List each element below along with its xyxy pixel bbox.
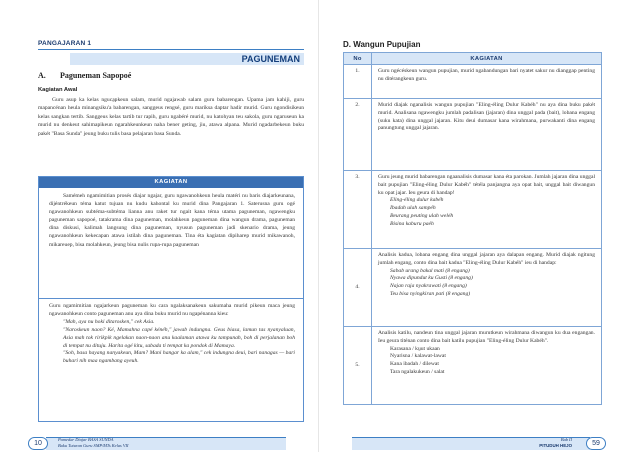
section-title: Paguneman Sapopoé [60, 71, 132, 80]
row-number: 5. [344, 327, 372, 405]
activity-header-label: KAGIATAN [154, 179, 188, 185]
row-number: 1. [344, 65, 372, 99]
row-paragraph: Guru ngécéskeun wangun pupujian, murid ngabandungan bari nyatet sakur nu dianggap penting nu ditérangkeun guru. [378, 68, 595, 82]
poem-line: Sabab urang bakal mati (8 engang) [390, 267, 470, 274]
table-header-no: No [344, 53, 372, 65]
poem-line: Nyawa dipundut ku Gusti (8 engang) [390, 275, 473, 282]
section-d-heading: D. Wangun Pupujian [343, 40, 421, 49]
row-text [372, 327, 602, 405]
poem-line: Bisina kaburu paéh [390, 220, 434, 227]
table-row [344, 99, 602, 171]
poem-line: Beurang peuting ulah weléh [390, 212, 454, 219]
poem-line: Nyarisna / kalawat-lawat [390, 353, 446, 360]
page-number-right: 59 [586, 437, 606, 450]
subheading-kagiatan-awal: Kagiatan Awal [38, 87, 78, 93]
book-spine [318, 0, 319, 452]
row-paragraph: Analisis katilu, nandeun tina unggal jajaran murutkeun wirahmana diwangun ku dua engangan. Ieu geura titénan conto dina bait katilu pupujian "Eling-éling Dulur Kabéh". [378, 330, 595, 344]
kegiatan-table [343, 52, 602, 405]
activity-paragraph-2-block [49, 303, 295, 366]
activity-box [38, 176, 304, 422]
footer-chapter-label: Bab II [560, 437, 572, 442]
chapter-title: PAGUNEMAN [241, 54, 300, 64]
dialogue-line: "Mah, aya nu hoki ditarosken," cek Asia. [63, 318, 155, 325]
row-paragraph: Murid diajak nganalisis wangun pupujian "Eling-éling Dulur Kabéh" nu aya dina buku pakét murid. Analisana ngawengku jumlah padalisan (jajaran) dina unggal pada (bait), lobana engang (suku kata) dina unggal jajaran. Kitu deui dumasar kana wirahmana, purwakanti dina engang panungtung unggal jajaran. [378, 102, 595, 132]
footer-book-subtitle: Buku Tuturan Guru SMP/MTs Kelas VII [58, 443, 129, 448]
poem-line: Najan raja nyakrawati (8 engang) [390, 283, 467, 290]
section-heading [38, 71, 131, 80]
poem-line: Tara ngalakukeun / salat [390, 368, 445, 375]
poem-line: Teu bisa nyingkiran pati (8 engang) [390, 290, 471, 297]
row-text [372, 99, 602, 171]
table-row [344, 65, 602, 99]
row-number: 2. [344, 99, 372, 171]
row-text [372, 65, 602, 99]
section-letter: A. [38, 71, 46, 80]
poem-line: Eling-éling dulur kabéh [390, 197, 444, 204]
table-header-kegiatan: KAGIATAN [372, 53, 602, 65]
poem-line: Kana ibadah / dilewat [390, 361, 439, 368]
page-number-left: 10 [28, 437, 48, 450]
table-header-row [344, 53, 602, 65]
row-paragraph: Analisis kadua, lobana engang dina unggal jajaran aya dalapan engang. Murid diajak ngitung jumlah engang, conto dina bait kadua "Eling-éling Dulur Kabéh" ieu di handap: [378, 252, 595, 266]
table-row [344, 327, 602, 405]
activity-divider [39, 298, 303, 299]
table-row [344, 249, 602, 327]
title-rule [38, 49, 304, 50]
row-number: 4. [344, 249, 372, 327]
lesson-label: PANGAJARAN 1 [38, 40, 92, 47]
activity-header [39, 177, 303, 188]
footer-book-title: Pamedar Diajar BASA SUNDA [58, 437, 114, 442]
dialogue-line: "Soh, basa hayang nanyakeun, Mam? Mani hangar ka alam," cek indungna deui, bari nanagas — bari buhari nih maa ngambang ayeuh. [63, 350, 295, 365]
activity-paragraph-2: Guru ngamimitian ngajarkeun paguneman ku cara ngalaksanakeun sakumaha murid pikeun maca jeung ngawanohkeun conto paguneman anu aya dina buku murid nu ngapénanna kieu: [49, 303, 295, 317]
table-row [344, 171, 602, 249]
activity-paragraph-1: Samémeh ngamimitian prosés diajar ngajar, guru ngawanohkeun heula matéri nu baris diajarkeunana, dijéntrékeun téma katut tujuan nu kudu kahontal ku murid dina Pangajaran 1. Saterusna guru ogé ngawanohkeun subtéma-subtéma lianna anu raket tur ngait kana téma utama paguneman, ngawengku paguneman sapopoé, tatakrama dina paguneman, molahkeun paguneman dina wangun drama, paguneman dina diskusi, kalimah langsung dina paguneman, nyusun paguneman jadi skenario drama, jeung ngawanohkeun kekecapan atawa istilah dina paguneman. Tina éta kagiatan dipiharep murid mikawanoh, mikareuep, bisa molahkeun, jeung bisa nulis rupa-rupa paguneman [49, 193, 295, 248]
poem-line: Ibadah ulah sampéh [390, 205, 436, 212]
footer-chapter-title: PITUDUH HEJO [539, 443, 572, 448]
row-paragraph: Guru jeung murid babarengan ngaanalisis dumasar kana éta parokan. Jumlah jajaran dina unggal bait pupujian "Eling-éling Dulur Kabéh" tétéla panjangna aya opat bait, unggal bait diwangun ku opat jajar. Ieu geura di handap! [378, 174, 595, 196]
intro-paragraph: Guru asup ka kelas nguca̱pkeun salam, murid ngajawab salam guru babarengan. Upama jam kahiji, guru mapancénan heula minangsiku'a babarengan, sanggeus rengsé, guru mariksa daptar hadir murid. Guru ngondisikeun kelas sangkan tertib. Sanggeus kelas tartib tur rapih, guru ngabéré murid, nu katohyan teu sakola, guru ngaruseun ka murid nu denkeut sahimapikeun ngarahkeunkeun naha bener geting, jiu, atawa alpana. Murid ngadarbekeun buku pakét "Basa Sunda" jeung buku tulis basa pelajaran basa Sunda. [38, 97, 304, 137]
row-text [372, 249, 602, 327]
dialogue-line: "Naroskeun naon? Ké, Mamahna capé kénéh," jawab indungna. Geus biasa, lamun tas nyanyaluan, Asia mah tok ririkpik ngelakan naon-naon anu kaalaman atawa ku tampunah, boh di perjalanan boh di tempat nu dituju. Harita ogé kitu, sabada ti tempat ka pondok di Mamaya. [63, 326, 295, 349]
row-number: 3. [344, 171, 372, 249]
row-text [372, 171, 602, 249]
poem-line: Karasana / ku̱ut ukaan [390, 345, 440, 352]
